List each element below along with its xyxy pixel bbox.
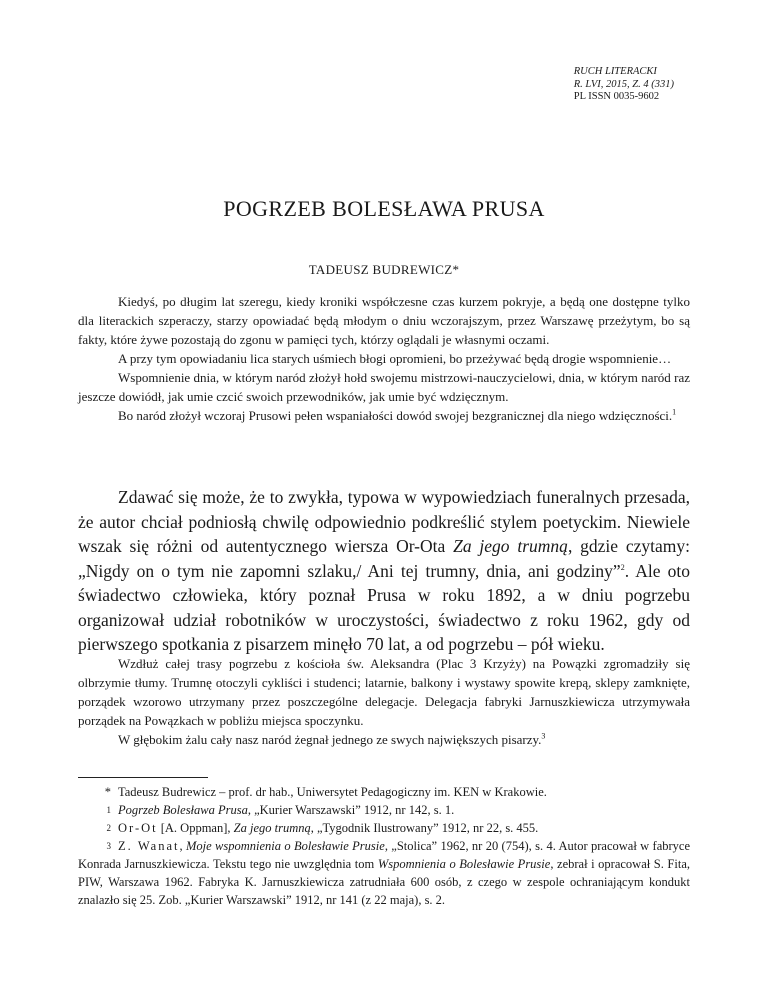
footnote-3: 3 Z. Wanat, Moje wspomnienia o Bolesławie Prusie, „Stolica” 1962, nr 20 (754), s. 4. Autor pracował w fabryce Konrada Jarnuszkiewicza. Tekstu tego nie uwzględnia tom Wspomnienia o Bolesławie Prusie, zebrał i opracował S. Fita, PIW, Warszawa 1962. Fabryka K. Jarnuszkiewicza zatrudniała 600 osób, z czego w zespole ochraniającym kondukt znalazło się 25. Zob. „Kurier Warszawski” 1912, nr 141 (z 22 maja), s. 2. (78, 839, 691, 907)
footnote-ref-1: 1 (672, 407, 677, 417)
quote1-paragraph-1: Kiedyś, po długim lat szeregu, kiedy kroniki współczesne czas kurzem pokryje, a będą one dostępne tylko dla literackich szperaczy, starzy opowiadać będą młodym o dniu wczorajszym, przez Warszawę przeżytym, bo są fakty, które żywe pozostają do zgonu w pamięci tych, którzy oglądali je własnymi oczami. (78, 294, 690, 347)
opening-quote (78, 292, 690, 425)
quote2-paragraph-2: W głębokim żalu cały nasz naród żegnał jednego ze swych największych pisarzy.$^3$ (118, 731, 546, 747)
footnote-author: * Tadeusz Budrewicz – prof. dr hab., Uniwersytet Pedagogiczny im. KEN w Krakowie. (104, 785, 547, 799)
journal-name: RUCH LITERACKI (573, 66, 657, 77)
author-footnote-mark: * (452, 262, 460, 277)
poem-title: Za jego trumną (453, 536, 568, 556)
quote1-paragraph-2: A przy tym opowiadaniu lica starych uśmiech błogi opromieni, bo przeżywać będą drogie wspomnienie… (118, 351, 672, 366)
quote1-paragraph-3: Wspomnienie dnia, w którym naród złożył hołd swojemu mistrzowi-nauczycielowi, dnia, w którym naród raz jeszcze dowiódł, jak umie czcić swoich przewodników, jak umie być wdzięcznym. (78, 370, 690, 404)
footnote-separator (78, 777, 208, 778)
quote1-paragraph-4: Bo naród złożył wczoraj Prusowi pełen wspaniałości dowód swojej bezgranicznej dla niego wdzięczności.$^1$ (118, 407, 677, 423)
author-name: TADEUSZ BUDREWICZ (308, 262, 453, 277)
footnote-ref-3: 3 (541, 731, 546, 741)
journal-issn: PL ISSN 0035-9602 (573, 91, 660, 102)
footnotes (78, 783, 690, 909)
footnote-ref-2: 2 (620, 562, 625, 572)
witness-quote (78, 654, 690, 749)
article-title: POGRZEB BOLESŁAWA PRUSA (223, 196, 545, 221)
footnote-1: 1 Pogrzeb Bolesława Prusa, „Kurier Warszawski” 1912, nr 142, s. 1. (106, 803, 455, 817)
footnote-2: 2 Or-Ot [A. Oppman], Za jego trumną, „Tygodnik Ilustrowany” 1912, nr 22, s. 455. (106, 821, 539, 835)
journal-header (574, 66, 674, 104)
quote2-paragraph-1: Wzdłuż całej trasy pogrzebu z kościoła św. Aleksandra (Plac 3 Krzyży) na Powązki zgromadziły się olbrzymie tłumy. Trumnę otoczyli cykliści i studenci; latarnie, balkony i wystawy spowite krepą, sklepy zamknięte, porządek wzorowo utrzymany przez poszczególne delegacje. Delegacja fabryki Jarnuszkiewicza utrzymywała porządek na Powązkach w pobliżu miejsca spoczynku. (78, 656, 690, 728)
journal-volume: R. LVI, 2015, Z. 4 (331) (573, 78, 674, 90)
article-page (78, 0, 690, 994)
article-author (78, 262, 690, 278)
body-paragraph: Zdawać się może, że to zwykła, typowa w wypowiedziach funeralnych przesada, że autor chciał podniosłą chwilę odpowiednio podkreślić stylem poetyckim. Niewiele wszak się różni od autentycznego wiersza Or-Ota Za jego trumną, gdzie czytamy: „Nigdy on o tym nie zapomni szlaku,/ Ani tej trumny, dnia, ani godziny”$^2$. Ale oto świadectwo człowieka, który poznał Prusa w roku 1892, a w dniu pogrzebu organizował udział robotników w uroczystości, świadectwo z roku 1962, gdy od pierwszego spotkania z pisarzem minęło 70 lat, a od pogrzebu – pół wieku. (78, 487, 690, 654)
